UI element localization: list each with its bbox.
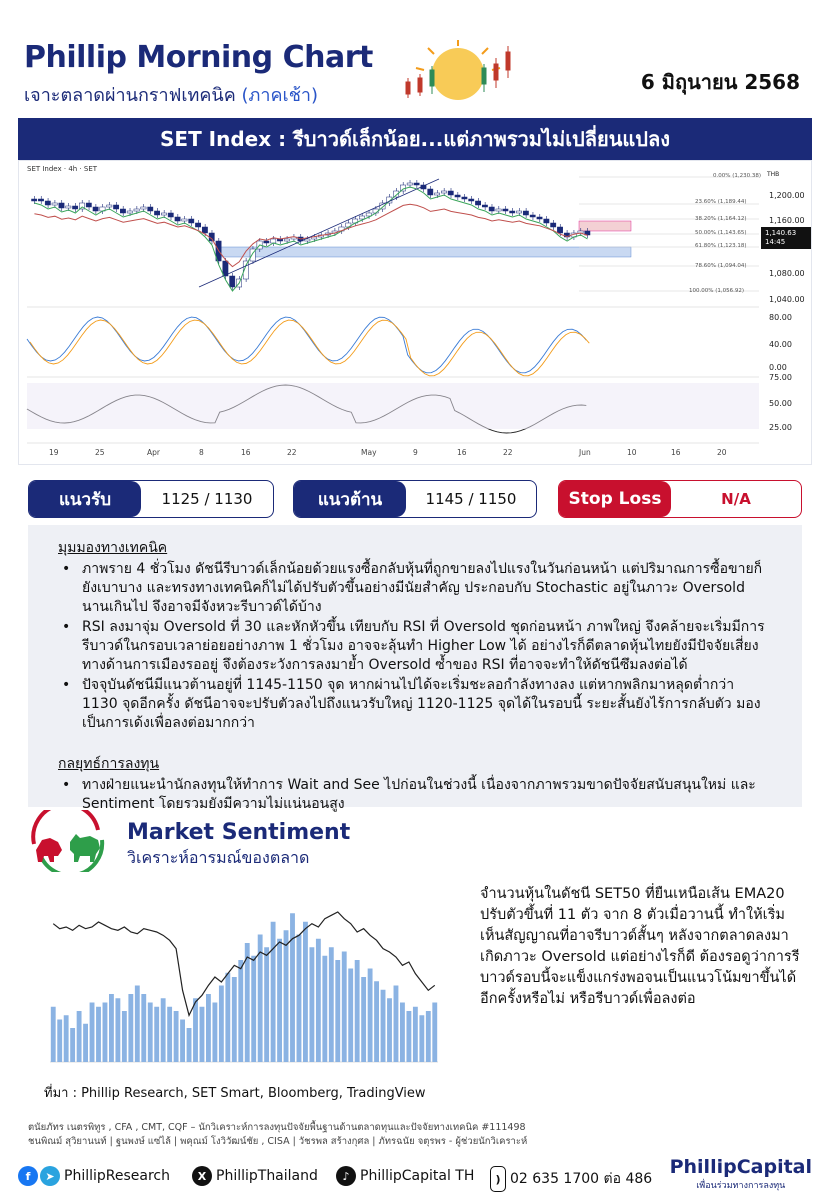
sentiment-bar [251, 956, 256, 1062]
x-axis-label: 8 [199, 448, 204, 457]
sentiment-bar [316, 939, 321, 1062]
candle [72, 206, 77, 209]
price-chart-svg [19, 161, 813, 466]
fib-level: 61.80% (1,123.18) [695, 243, 747, 249]
chart-symbol-title: SET Index · 4h · SET [27, 165, 98, 173]
sentiment-bar [83, 1024, 88, 1062]
candle [414, 183, 419, 185]
sentiment-bar [394, 986, 399, 1063]
sentiment-bar [381, 990, 386, 1062]
sentiment-bar [128, 994, 133, 1062]
sentiment-bar [413, 1007, 418, 1062]
analysis-bullet: • ภาพราย 4 ชั่วโมง ดัชนีรีบาวด์เล็กน้อยด้วยแรงซื้อกลับหุ้นที่ถูกขายลงไปแรงในวันก่อนหน้า แต่ปริมาณการซื้อขายก็ยังเบาบาง และทรงทางเทคนิคก็ไม่ได้ปรับตัวขึ้นอย่างมีนัยสำคัญ ประกอบกับ Stochastic อยู่ในภาวะ Oversold นานเกินไป จึงอาจมีจังหวะรีบาวด์ได้บ้าง [58, 560, 772, 617]
rsi-tick: 50.00 [769, 399, 792, 408]
sunrise-chart-illustration [398, 38, 518, 104]
sentiment-commentary: จำนวนหุ้นในดัชนี SET50 ที่ยืนเหนือเส้น EMA20 ปรับตัวขึ้นที่ 11 ตัว จาก 8 ตัวเมื่อวานนี้ ทำให้เริ่มเห็นสัญญาณที่อาจรีบาวด์สั้นๆ หลังจากตลาดลงมาเกิดภาวะ Oversold แต่อย่างไรก็ดี ต้องรอดูว่าการรีบาวด์รอบนี้จะแข็งแกร่งพอจนเป็นแนวโน้มขาขึ้นได้อีกครั้งหรือไม่ หรือรีบาวด์เพื่อลงต่อ [480, 886, 800, 1007]
candle [120, 209, 125, 213]
fib-level: 100.00% (1,056.92) [689, 288, 745, 294]
support-zone [217, 247, 631, 257]
candle [441, 191, 446, 193]
resistance-value: 1145 / 1150 [425, 490, 517, 508]
tiktok-icon: ♪ [336, 1166, 356, 1186]
x-handle: PhillipThailand [216, 1168, 318, 1184]
sentiment-bar [122, 1011, 127, 1062]
candle [113, 205, 118, 209]
technical-view-heading: มุมมองทางเทคนิค [58, 540, 168, 556]
sentiment-subtitle: วิเคราะห์อารมณ์ของตลาด [127, 848, 310, 867]
candle [434, 193, 439, 195]
footer [0, 1150, 830, 1200]
sentiment-bar [297, 935, 302, 1063]
x-axis-label: 16 [457, 448, 467, 457]
strategy-bullet: • ทางฝ่ายแนะนำนักลงทุนให้ทำการ Wait and See ไปก่อนในช่วงนี้ เนื่องจากภาพรวมขาดปัจจัยสนับสนุนใหม่ และ Sentiment โดยรวมยังมีความไม่แน่นอนสูง [58, 776, 772, 814]
x-axis-label: 10 [627, 448, 637, 457]
candle [182, 219, 187, 221]
resistance-box [293, 480, 537, 518]
candle [223, 261, 228, 276]
sentiment-bar [303, 922, 308, 1062]
sentiment-bar [225, 973, 230, 1062]
resistance-zone [579, 221, 631, 231]
sentiment-bar [200, 1007, 205, 1062]
candle [264, 241, 269, 243]
candle [32, 199, 37, 201]
sentiment-bar [90, 1003, 95, 1063]
tiktok-handle: PhillipCapital TH [360, 1168, 475, 1184]
sentiment-bar [426, 1011, 431, 1062]
candle [557, 227, 562, 233]
candle [523, 211, 528, 215]
candle [510, 211, 515, 213]
sentiment-bar [109, 994, 114, 1062]
sentiment-bar [271, 922, 276, 1062]
x-axis-label: Apr [147, 448, 160, 457]
fib-level: 0.00% (1,230.38) [713, 173, 762, 179]
x-axis-label: 16 [671, 448, 681, 457]
candle [516, 211, 521, 213]
phone-link[interactable] [490, 1166, 652, 1192]
candle [148, 207, 153, 211]
sentiment-bar [180, 1020, 185, 1063]
technical-chart [18, 160, 812, 465]
price-tick: 1,040.00 [769, 295, 805, 304]
candle [475, 201, 480, 205]
sentiment-bar [103, 1003, 108, 1063]
sentiment-bar [348, 969, 353, 1063]
brand-logo [670, 1156, 812, 1192]
subtitle-main: เจาะตลาดผ่านกราฟเทคนิค [24, 85, 236, 106]
analysis-bullet: • RSI ลงมาจุ่ม Oversold ที่ 30 และหักหัวขึ้น เทียบกับ RSI ที่ Oversold ชุดก่อนหน้า ภาพใหญ่ จึงคล้ายจะเริ่มมีการรีบาวด์ในกรอบเวลาย่อยอย่างภาพ 1 ชั่วโมง อาจจะลุ้นทำ Higher Low ได้ อย่างไรก็ดีตลาดหุ้นไทยยังมีปัจจัยเสี่ยงทางด้านการเมืองรออยู่ จึงต้องระวังการลงมาย้ำ Oversold ซ้ำของ RSI ที่อาจจะทำให้ดัชนีซึมลงต่อได้ [58, 618, 772, 675]
sentiment-bar [135, 986, 140, 1063]
sentiment-bar [64, 1015, 69, 1062]
sentiment-bar [148, 1003, 153, 1063]
sentiment-bar [96, 1007, 101, 1062]
stoploss-box [558, 480, 802, 518]
sentiment-bar [154, 1007, 159, 1062]
candle [202, 227, 207, 233]
candle [141, 207, 146, 209]
candle [52, 203, 57, 205]
telegram-icon: ➤ [40, 1166, 60, 1186]
currency-label: THB [767, 171, 780, 178]
candle [428, 189, 433, 195]
sentiment-bar [51, 1007, 56, 1062]
current-price: 1,140.63 [765, 229, 797, 237]
facebook-handle: PhillipResearch [64, 1168, 170, 1184]
candle [127, 211, 132, 213]
x-axis-label: May [361, 448, 377, 457]
analyst-credit: ตนัยภัทร เนตรพิทูร , CFA , CMT, CQF – นักวิเคราะห์การลงทุนปัจจัยพื้นฐานด้านตลาดทุนและปัจจัยทางเทคนิค #111498 [28, 1122, 526, 1133]
sentiment-bar [406, 1011, 411, 1062]
sentiment-bar [329, 947, 334, 1062]
rsi-tick: 25.00 [769, 423, 792, 432]
candle [38, 199, 43, 201]
sentiment-bar [322, 956, 327, 1062]
support-value: 1125 / 1130 [161, 490, 253, 508]
candle [271, 239, 276, 243]
candle [175, 217, 180, 221]
candle [462, 197, 467, 199]
current-time: 14:45 [765, 238, 786, 246]
headline-banner: SET Index : รีบาวด์เล็กน้อย...แต่ภาพรวมไม่เปลี่ยนแปลง [18, 118, 812, 160]
candle [86, 203, 91, 207]
stoploss-label: Stop Loss [559, 481, 671, 517]
candle [503, 209, 508, 211]
trendline [199, 179, 439, 287]
bull-bear-icon [28, 810, 108, 872]
brand-tagline: เพื่อนร่วมทางการลงทุน [696, 1181, 786, 1191]
report-date: 6 มิถุนายน 2568 [640, 70, 800, 94]
page-subtitle [24, 80, 318, 109]
candle [154, 211, 159, 215]
rsi-band [27, 383, 759, 429]
x-link[interactable] [192, 1166, 318, 1186]
sentiment-bar [368, 969, 373, 1063]
sentiment-bar [284, 930, 289, 1062]
analysis-panel [28, 525, 802, 812]
source-note: ที่มา : Phillip Research, SET Smart, Bloomberg, TradingView [44, 1086, 426, 1101]
fib-level: 50.00% (1,143.65) [695, 230, 747, 236]
sentiment-bar [174, 1011, 179, 1062]
sentiment-bar [335, 960, 340, 1062]
sentiment-bar [309, 947, 314, 1062]
fib-level: 78.60% (1,094.04) [695, 263, 747, 269]
candle [161, 213, 166, 215]
candle [134, 209, 139, 211]
x-axis-label: 16 [241, 448, 251, 457]
stoploss-value: N/A [721, 490, 751, 508]
subtitle-accent: (ภาคเช้า) [241, 85, 319, 106]
sentiment-bar [290, 913, 295, 1062]
resistance-label: แนวต้าน [294, 481, 406, 517]
candle [448, 191, 453, 195]
candle [93, 207, 98, 211]
candle [551, 223, 556, 227]
candle [530, 215, 535, 217]
x-axis-label: 22 [287, 448, 297, 457]
x-axis-label: Jun [579, 448, 591, 457]
candle [66, 206, 71, 208]
phone-icon: ) [490, 1166, 506, 1192]
candle [59, 203, 64, 208]
sentiment-bar [238, 960, 243, 1062]
facebook-link[interactable] [18, 1166, 170, 1186]
sentiment-bar [77, 1011, 82, 1062]
x-axis-label: 9 [413, 448, 418, 457]
sentiment-bar [206, 994, 211, 1062]
rsi-tick: 75.00 [769, 373, 792, 382]
sentiment-bar [355, 960, 360, 1062]
stochastic-d-line [30, 320, 589, 376]
sentiment-title: Market Sentiment [127, 820, 351, 845]
sentiment-chart [28, 872, 458, 1072]
candle [284, 239, 289, 241]
candle [400, 185, 405, 191]
sentiment-bar [277, 939, 282, 1062]
sentiment-bar [193, 998, 198, 1062]
stoch-tick: 0.00 [769, 363, 787, 372]
analysis-bullet: • ปัจจุบันดัชนีมีแนวต้านอยู่ที่ 1145-1150 จุด หากผ่านไปได้จะเริ่มชะลอกำลังทางลง แต่หากพลิกมาหลุดต่ำกว่า 1130 จุดอีกครั้ง ดัชนีอาจจะปรับตัวลงไปถึงแนวรับใหญ่ 1120-1125 จุดได้ในรอบนี้ ระยะสั้นยังไร้การกลับตัว มองเป็นการเด้งเพื่อลงต่อมากกว่า [58, 676, 772, 733]
brand-name: PhillipCapital [669, 1156, 812, 1178]
sentiment-bar [70, 1028, 75, 1062]
candle [45, 201, 50, 205]
candle [496, 209, 501, 211]
sentiment-bar [161, 998, 166, 1062]
strategy-heading: กลยุทธ์การลงทุน [58, 756, 160, 772]
candle [359, 216, 364, 219]
sentiment-bar [167, 1007, 172, 1062]
candle [195, 223, 200, 227]
candle [469, 199, 474, 201]
x-axis-label: 25 [95, 448, 105, 457]
candle [537, 217, 542, 219]
support-label: แนวรับ [29, 481, 141, 517]
sentiment-bar [400, 1003, 405, 1063]
sentiment-bar [141, 994, 146, 1062]
candle [230, 276, 235, 287]
assistant-credit: ชนพิณม์ สุวิยานนท์ | ฐนพงษ์ แซ่ไล้ | พคุณม์ โงวิวัฒน์ชัย , CISA | วัชรพล สร้างกุศล | ภัทรฉนัย จตุรพร - ผู้ช่วยนักวิเคราะห์ [28, 1136, 528, 1147]
x-icon: X [192, 1166, 212, 1186]
sentiment-bar [387, 998, 392, 1062]
fib-level: 23.60% (1,189.44) [695, 199, 747, 205]
sentiment-bar [419, 1015, 424, 1062]
price-tick: 1,080.00 [769, 269, 805, 278]
support-box [28, 480, 274, 518]
sentiment-bar [361, 977, 366, 1062]
candle [168, 213, 173, 217]
price-tick: 1,160.00 [769, 216, 805, 225]
candle [544, 219, 549, 223]
x-axis-label: 20 [717, 448, 727, 457]
tiktok-link[interactable] [336, 1166, 474, 1186]
price-tick: 1,200.00 [769, 191, 805, 200]
sentiment-bar [212, 1003, 217, 1063]
x-axis-label: 19 [49, 448, 59, 457]
sentiment-bar [432, 1003, 437, 1063]
ema-fast-line [34, 187, 587, 291]
sentiment-bar [342, 952, 347, 1063]
sentiment-bar [219, 986, 224, 1063]
sentiment-bar [115, 998, 120, 1062]
candle [455, 195, 460, 197]
candle [189, 219, 194, 223]
stoch-tick: 80.00 [769, 313, 792, 322]
candle [482, 205, 487, 207]
facebook-icon: f [18, 1166, 38, 1186]
candle [489, 207, 494, 211]
page-title: Phillip Morning Chart [24, 40, 373, 75]
sentiment-bar [264, 947, 269, 1062]
sentiment-bar [57, 1020, 62, 1063]
current-price-label [761, 227, 811, 249]
x-axis-label: 22 [503, 448, 513, 457]
fib-level: 38.20% (1,164.12) [695, 216, 747, 222]
phone-number: 02 635 1700 ต่อ 486 [510, 1171, 653, 1187]
stoch-tick: 40.00 [769, 340, 792, 349]
sentiment-bar [374, 981, 379, 1062]
candle [407, 183, 412, 185]
sentiment-bar [187, 1028, 192, 1062]
candle [107, 205, 112, 207]
sentiment-bar [232, 977, 237, 1062]
